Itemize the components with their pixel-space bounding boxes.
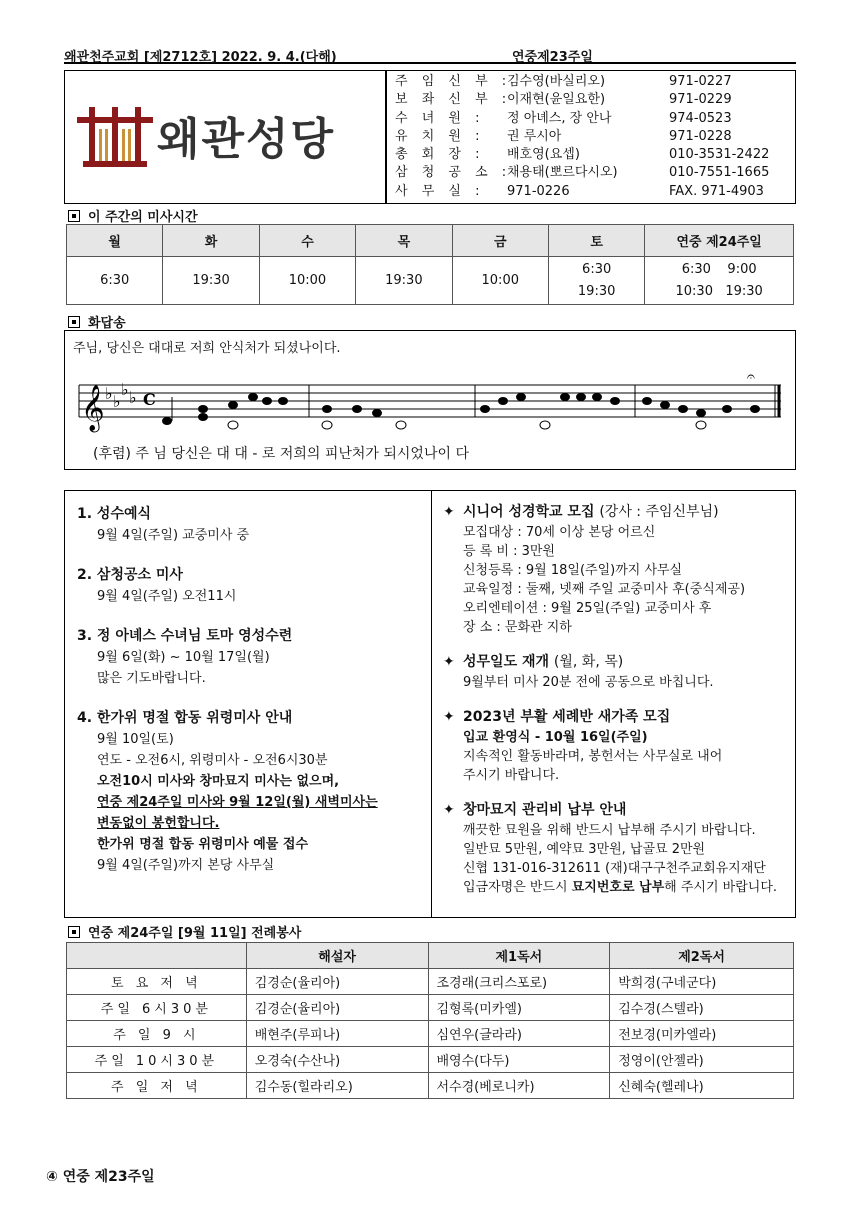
notice-item: ✦ 창마묘지 관리비 납부 안내 깨끗한 묘원을 위해 반드시 납부해 주시기 바랍니다. 일반묘 5만원, 예약묘 3만원, 납골묘 2만원 신협 131-016-312611 (재)대구구천주교회유지재단 입금자명은 반드시 묘지번호로 납부해 주시기 바랍니다. [443,799,793,897]
staff-phone: 010-3531-2422 [669,147,770,163]
staff-name: 김수영(바실리오) [507,74,606,89]
staff-phone: 971-0229 [669,92,732,108]
duty-mass-time: 토 요 저 녁 [67,969,247,995]
duty-person: 김수동(힐라리오) [246,1073,428,1099]
notice-item: 2. 삼청공소 미사 9월 4일(주일) 오전11시 [77,567,237,604]
mass-day-header: 월 [67,225,163,257]
psalm-response-text: 주님, 당신은 대대로 저희 안식처가 되셨나이다. [73,341,341,356]
duty-header: 제2독서 [610,943,794,969]
duty-person: 서수경(베로니카) [428,1073,610,1099]
staff-name: 971-0226 [507,183,570,199]
staff-row [395,128,795,146]
mass-time-cell: 10:00 [452,257,548,305]
staff-phone: FAX. 971-4903 [669,183,764,199]
duty-person: 오경숙(수산나) [246,1047,428,1073]
svg-text:♭: ♭ [113,392,121,411]
church-logo [65,71,387,203]
duty-person: 전보경(미카엘라) [610,1021,794,1047]
svg-text:♭: ♭ [121,380,129,399]
notice-item: ✦ 2023년 부활 세례반 새가족 모집 입교 환영식 - 10월 16일(주일) 지속적인 활동바라며, 봉헌서는 사무실로 내어 주시기 바랍니다. [443,706,793,785]
square-bullet-icon [68,926,80,938]
table-row [67,995,794,1021]
staff-name: 이재현(윤일요한) [507,92,606,108]
liturgy-duty-title: 연중 제24주일 [9월 11일] 전례봉사 [68,922,301,941]
star-bullet-icon: ✦ [443,802,455,818]
svg-text:♭: ♭ [129,388,137,407]
square-bullet-icon [68,316,80,328]
mass-time-line: 6:30 [582,261,612,277]
mass-times-title: 이 주간의 미사시간 [68,206,198,225]
treble-clef-icon: 𝄞 [81,385,105,431]
table-row [67,1047,794,1073]
mass-day-header: 토 [548,225,644,257]
duty-person: 심연우(글라라) [428,1021,610,1047]
staff-role: 총 회 장 : [395,147,485,163]
mass-time-cell [645,257,794,305]
mass-day-header: 목 [356,225,452,257]
mass-day-header: 금 [452,225,548,257]
duty-mass-time: 주 일 저 녁 [67,1073,247,1099]
notices-box [64,490,796,918]
svg-text:C: C [143,390,156,409]
mass-time-cell [548,257,644,305]
notice-item: ✦ 성무일도 재개 (월, 화, 목) 9월부터 미사 20분 전에 공동으로 바칩니다. [443,651,793,692]
duty-header: 제1독서 [428,943,610,969]
mass-time-cell: 6:30 [67,257,163,305]
mass-day-header: 수 [259,225,355,257]
staff-row [395,164,795,182]
staff-name: 정 아녜스, 장 안나 [507,110,612,126]
responsorial-psalm-box [64,330,796,470]
mass-times-table [66,224,794,305]
church-name-logo: 왜관성당 [157,114,336,165]
bulletin-issue: 왜관천주교회 [제2712호] 2022. 9. 4.(다해) [64,50,337,65]
table-row [67,969,794,995]
staff-role: 보 좌 신 부 : [395,92,512,108]
star-bullet-icon: ✦ [443,504,455,520]
notices-left-column [77,503,427,894]
mass-time-cell: 19:30 [163,257,259,305]
staff-role: 수 녀 원 : [395,110,485,126]
staff-phone: 010-7551-1665 [669,165,770,181]
mass-time-cell: 19:30 [356,257,452,305]
svg-text:♭: ♭ [105,384,113,403]
duty-person: 배현주(루피나) [246,1021,428,1047]
mass-day-header: 연중 제24주일 [645,225,794,257]
duty-header: 해설자 [246,943,428,969]
staff-name: 권 루시아 [507,128,562,144]
page-footer: ④ 연중 제23주일 [46,1169,155,1185]
bulletin-header [64,46,796,64]
mass-time-line: 6:30 9:00 [681,261,757,277]
table-row [67,1021,794,1047]
psalm-lyrics: (후렴) 주 님 당신은 대 대 - 로 저희의 피난처가 되시었나이 다 [93,446,469,462]
notice-item: 4. 한가위 명절 합동 위령미사 안내 9월 10일(토) 연도 - 오전6시, 위령미사 - 오전6시30분 오전10시 미사와 창마묘지 미사는 없으며, 연중 제24주일 미사와 9월 12일(월) 새벽미사는 변동없이 봉헌합니다. 한가위 명절 합동 위령미사 예물 접수 9월 4일(주일)까지 본당 사무실 [77,710,378,873]
anthem-title: 화답송 [68,312,126,331]
staff-row [395,73,795,91]
table-row [67,1073,794,1099]
duty-mass-time: 주일 10시30분 [67,1047,247,1073]
duty-mass-time: 주일 6시30분 [67,995,247,1021]
mass-time-cell: 10:00 [259,257,355,305]
staff-phone: 971-0227 [669,74,732,89]
mass-day-header: 화 [163,225,259,257]
duty-person: 배영수(다두) [428,1047,610,1073]
duty-mass-time: 주 일 9 시 [67,1021,247,1047]
staff-role: 삼 청 공 소 : [395,165,512,181]
duty-person: 김수경(스텔라) [610,995,794,1021]
duty-person: 김경순(율리아) [246,995,428,1021]
church-info-box [64,70,796,204]
duty-person: 김형록(미카엘) [428,995,610,1021]
fermata-icon: 𝄐 [747,369,755,385]
duty-person: 정영이(안젤라) [610,1047,794,1073]
square-bullet-icon [68,210,80,222]
church-emblem-icon [75,103,155,173]
staff-row [395,110,795,128]
star-bullet-icon: ✦ [443,654,455,670]
staff-name: 채용태(뽀르다시오) [507,165,618,181]
duty-header [67,943,247,969]
staff-phone: 971-0228 [669,128,732,144]
staff-name: 배호영(요셉) [507,147,580,163]
mass-time-line: 19:30 [577,283,616,299]
duty-person: 조경래(크리스포로) [428,969,610,995]
star-bullet-icon: ✦ [443,709,455,725]
music-staff [75,363,787,443]
staff-role: 유 치 원 : [395,128,485,144]
staff-row [395,183,795,201]
notice-item: 3. 정 아녜스 수녀님 토마 영성수련 9월 6일(화) ~ 10월 17일(월) 많은 기도바랍니다. [77,628,293,686]
staff-row [395,91,795,109]
staff-role: 주 임 신 부 : [395,74,512,89]
staff-phone: 974-0523 [669,110,732,126]
bulletin-sunday: 연중제23주일 [512,50,593,65]
staff-list [395,73,795,201]
staff-role: 사 무 실 : [395,183,485,199]
notices-right-column [443,501,793,911]
mass-time-line: 10:30 19:30 [675,283,763,299]
duty-person: 김경순(율리아) [246,969,428,995]
duty-person: 신혜숙(헬레나) [610,1073,794,1099]
notice-item: 1. 성수예식 9월 4일(주일) 교중미사 중 [77,506,250,543]
notices-divider [431,491,432,917]
staff-row [395,146,795,164]
liturgy-duty-table [66,942,794,1099]
duty-person: 박희경(구네군다) [610,969,794,995]
notice-item: ✦ 시니어 성경학교 모집 (강사 : 주임신부님) 모집대상 : 70세 이상 본당 어르신 등 록 비 : 3만원 신청등록 : 9월 18일(주일)까지 사무실 교육일정 : 둘째, 넷째 주일 교중미사 후(중식제공) 오리엔테이션 : 9월 25일(주일) 교중미사 후 장 소 : 문화관 지하 [443,501,793,637]
